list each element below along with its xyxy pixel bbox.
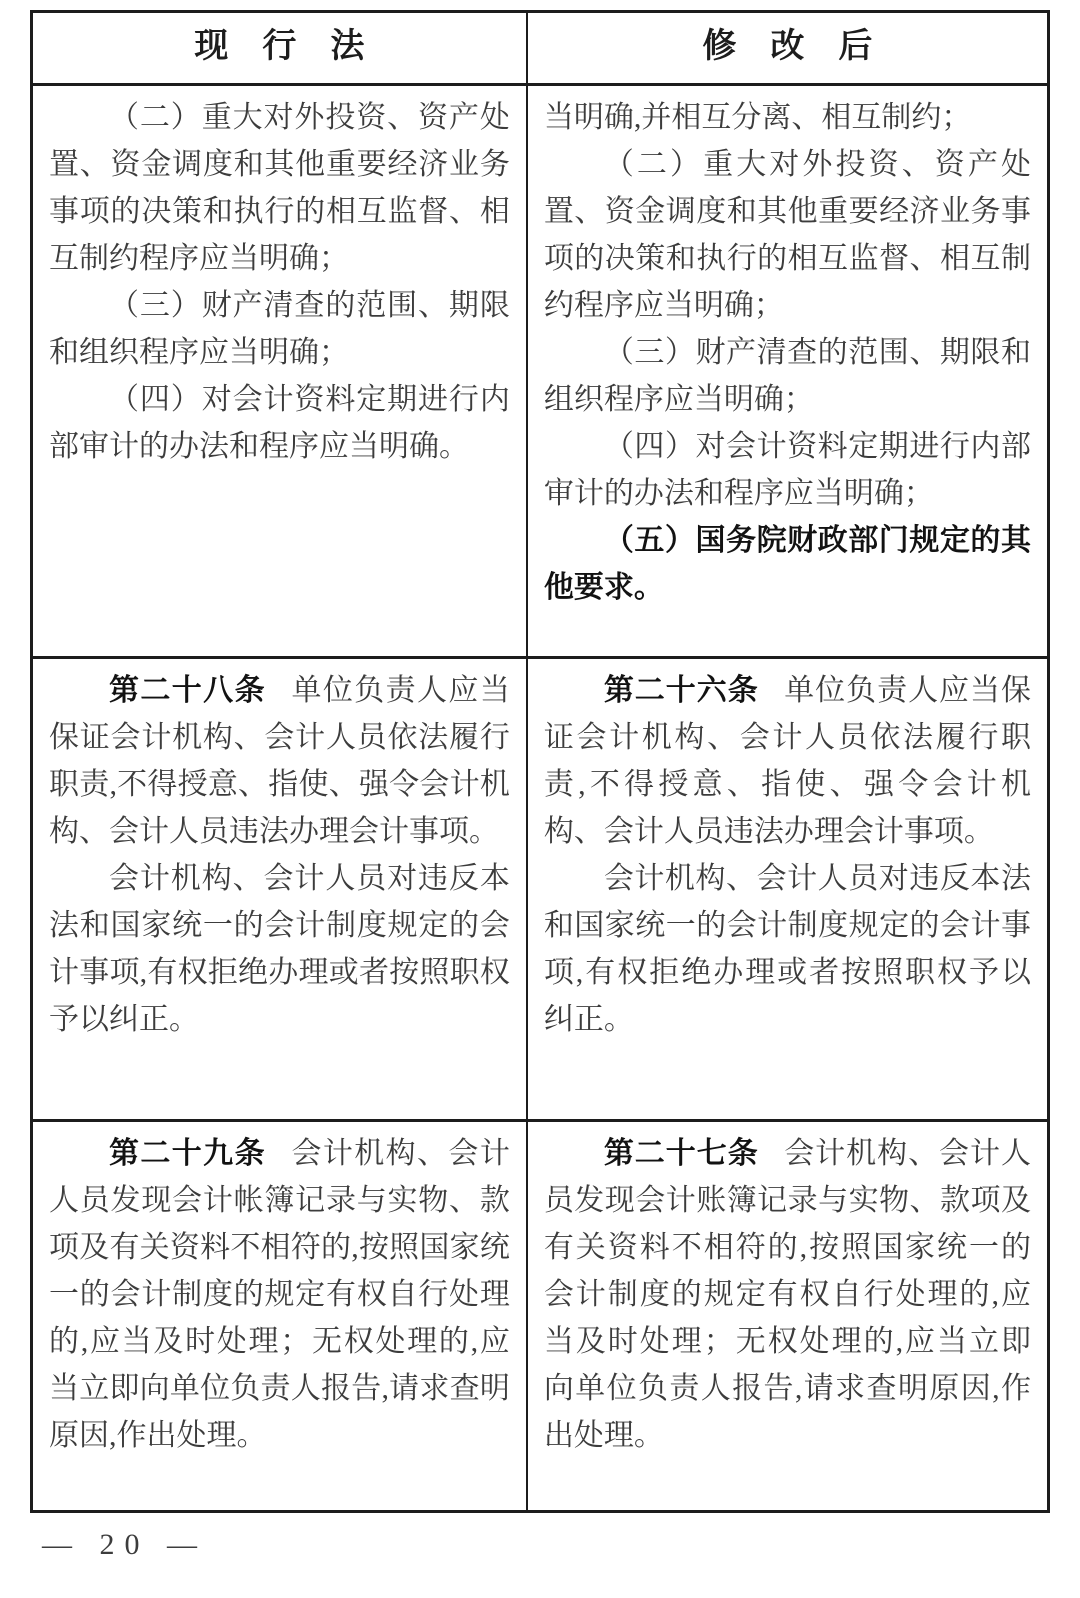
paragraph-text: 会计机构、会计人员对违反本法和国家统一的会计制度规定的会计事项,有权拒绝办理或者按照职权予以纠正。 bbox=[543, 862, 1031, 1037]
paragraph-new-provision bbox=[544, 517, 1031, 611]
header-cell-current-law bbox=[33, 13, 528, 83]
paragraph-text: 单位负责人应当保证会计机构、会计人员依法履行职责,不得授意、指使、强令会计机构、会计人员违法办理会计事项。 bbox=[543, 674, 1031, 849]
paragraph bbox=[544, 423, 1031, 517]
paragraph bbox=[544, 855, 1031, 1043]
column-title-revised: 修 改 后 bbox=[702, 28, 873, 65]
paragraph bbox=[49, 376, 510, 470]
paragraph bbox=[49, 667, 510, 855]
paragraph bbox=[544, 1130, 1031, 1459]
cell-revised bbox=[528, 86, 1047, 656]
cell-current-law bbox=[33, 1122, 528, 1510]
paragraph-text: 会计机构、会计人员发现会计帐簿记录与实物、款项及有关资料不相符的,按照国家统一的会计制度的规定有权自行处理的,应当及时处理；无权处理的,应当立即向单位负责人报告,请求查明原因,作出处理。 bbox=[49, 1137, 510, 1453]
paragraph-text: 单位负责人应当保证会计机构、会计人员依法履行职责,不得授意、指使、强令会计机构、会计人员违法办理会计事项。 bbox=[49, 674, 510, 849]
article-number: 第二十九条 bbox=[109, 1137, 266, 1171]
paragraph bbox=[544, 667, 1031, 855]
cell-revised bbox=[528, 659, 1047, 1119]
paragraph bbox=[49, 855, 510, 1043]
paragraph-text: 当明确,并相互分离、相互制约； bbox=[543, 101, 972, 135]
paragraph-text: （五）国务院财政部门规定的其他要求。 bbox=[543, 524, 1031, 605]
cell-revised bbox=[528, 1122, 1047, 1510]
law-comparison-table bbox=[30, 10, 1050, 1513]
paragraph bbox=[544, 94, 1031, 141]
header-cell-revised bbox=[528, 13, 1047, 83]
paragraph-text: （四）对会计资料定期进行内部审计的办法和程序应当明确； bbox=[543, 430, 1031, 511]
paragraph-text: （四）对会计资料定期进行内部审计的办法和程序应当明确。 bbox=[49, 383, 510, 464]
paragraph bbox=[49, 94, 510, 282]
cell-current-law bbox=[33, 659, 528, 1119]
table-header-row bbox=[33, 13, 1047, 86]
article-number: 第二十六条 bbox=[603, 674, 759, 708]
paragraph-text: （二）重大对外投资、资产处置、资金调度和其他重要经济业务事项的决策和执行的相互监督、相互制约程序应当明确； bbox=[543, 148, 1031, 323]
table-row bbox=[33, 659, 1047, 1122]
table-row bbox=[33, 86, 1047, 659]
page-number: — 20 — bbox=[42, 1528, 207, 1561]
paragraph-text: （三）财产清查的范围、期限和组织程序应当明确； bbox=[49, 289, 510, 370]
paragraph-text: （三）财产清查的范围、期限和组织程序应当明确； bbox=[543, 336, 1031, 417]
paragraph bbox=[544, 141, 1031, 329]
cell-current-law bbox=[33, 86, 528, 656]
article-number: 第二十八条 bbox=[109, 674, 266, 708]
paragraph-text: （二）重大对外投资、资产处置、资金调度和其他重要经济业务事项的决策和执行的相互监督、相互制约程序应当明确； bbox=[49, 101, 510, 276]
table-row bbox=[33, 1122, 1047, 1510]
paragraph-text: 会计机构、会计人员发现会计账簿记录与实物、款项及有关资料不相符的,按照国家统一的会计制度的规定有权自行处理的,应当及时处理；无权处理的,应当立即向单位负责人报告,请求查明原因,作出处理。 bbox=[543, 1137, 1031, 1453]
article-number: 第二十七条 bbox=[603, 1137, 759, 1171]
paragraph-text: 会计机构、会计人员对违反本法和国家统一的会计制度规定的会计事项,有权拒绝办理或者按照职权予以纠正。 bbox=[49, 862, 510, 1037]
column-title-current-law: 现 行 法 bbox=[194, 28, 365, 65]
paragraph bbox=[49, 1130, 510, 1459]
paragraph bbox=[49, 282, 510, 376]
paragraph bbox=[544, 329, 1031, 423]
